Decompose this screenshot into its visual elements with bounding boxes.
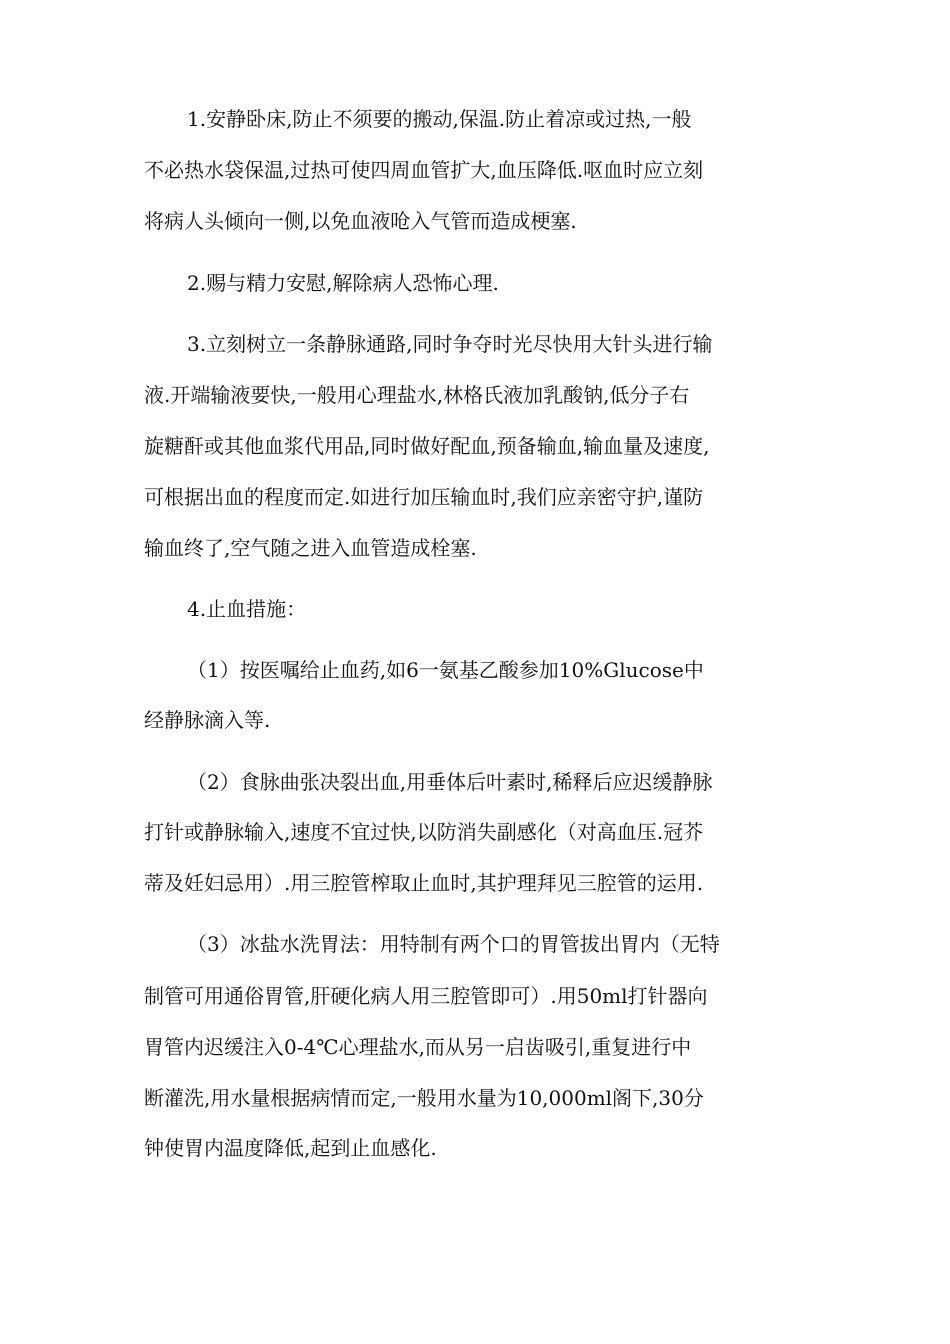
paragraph-line: 经静脉滴入等.	[144, 708, 271, 732]
paragraph-line: 断灌洗,用水量根据病情而定,一般用水量为10,000ml阁下,30分	[144, 1086, 704, 1110]
paragraph-line: 钟使胃内温度降低,起到止血感化.	[144, 1136, 437, 1160]
paragraph-line: 胃管内迟缓注入0-4℃心理盐水,而从另一启齿吸引,重复进行中	[144, 1035, 692, 1059]
paragraph-line: 打针或静脉输入,速度不宜过快,以防消失副感化（对高血压.冠芥	[144, 820, 704, 844]
paragraph-line: （1）按医嘱给止血药,如6一氨基乙酸参加10%Glucose中	[187, 658, 704, 682]
paragraph-line: 1.安静卧床,防止不须要的搬动,保温.防止着凉或过热,一般	[187, 107, 692, 131]
paragraph-line: 制管可用通俗胃管,肝硬化病人用三腔管即可）.用50ml打针器向	[144, 984, 708, 1008]
paragraph-line: 可根据出血的程度而定.如进行加压输血时,我们应亲密守护,谨防	[144, 485, 704, 509]
paragraph-line: 液.开端输液要快,一般用心理盐水,林格氏液加乳酸钠,低分子右	[144, 383, 690, 407]
paragraph-line: 将病人头倾向一侧,以免血液呛入气管而造成梗塞.	[144, 209, 577, 233]
paragraph-line: 输血终了,空气随之进入血管造成栓塞.	[144, 536, 477, 560]
paragraph-line: 4.止血措施：	[187, 597, 307, 621]
paragraph-line: 3.立刻树立一条静脉通路,同时争夺时光尽快用大针头进行输	[187, 332, 713, 356]
paragraph-line: 2.赐与精力安慰,解除病人恐怖心理.	[187, 271, 499, 295]
paragraph-line: （3）冰盐水洗胃法：用特制有两个口的胃管拔出胃内（无特	[187, 932, 720, 956]
paragraph-line: （2）食脉曲张决裂出血,用垂体后叶素时,稀释后应迟缓静脉	[187, 770, 713, 794]
paragraph-line: 蒂及妊妇忌用）.用三腔管榨取止血时,其护理拜见三腔管的运用.	[144, 871, 704, 895]
paragraph-line: 不必热水袋保温,过热可使四周血管扩大,血压降低.呕血时应立刻	[144, 158, 704, 182]
paragraph-line: 旋糖酐或其他血浆代用品,同时做好配血,预备输血,输血量及速度,	[144, 434, 710, 458]
